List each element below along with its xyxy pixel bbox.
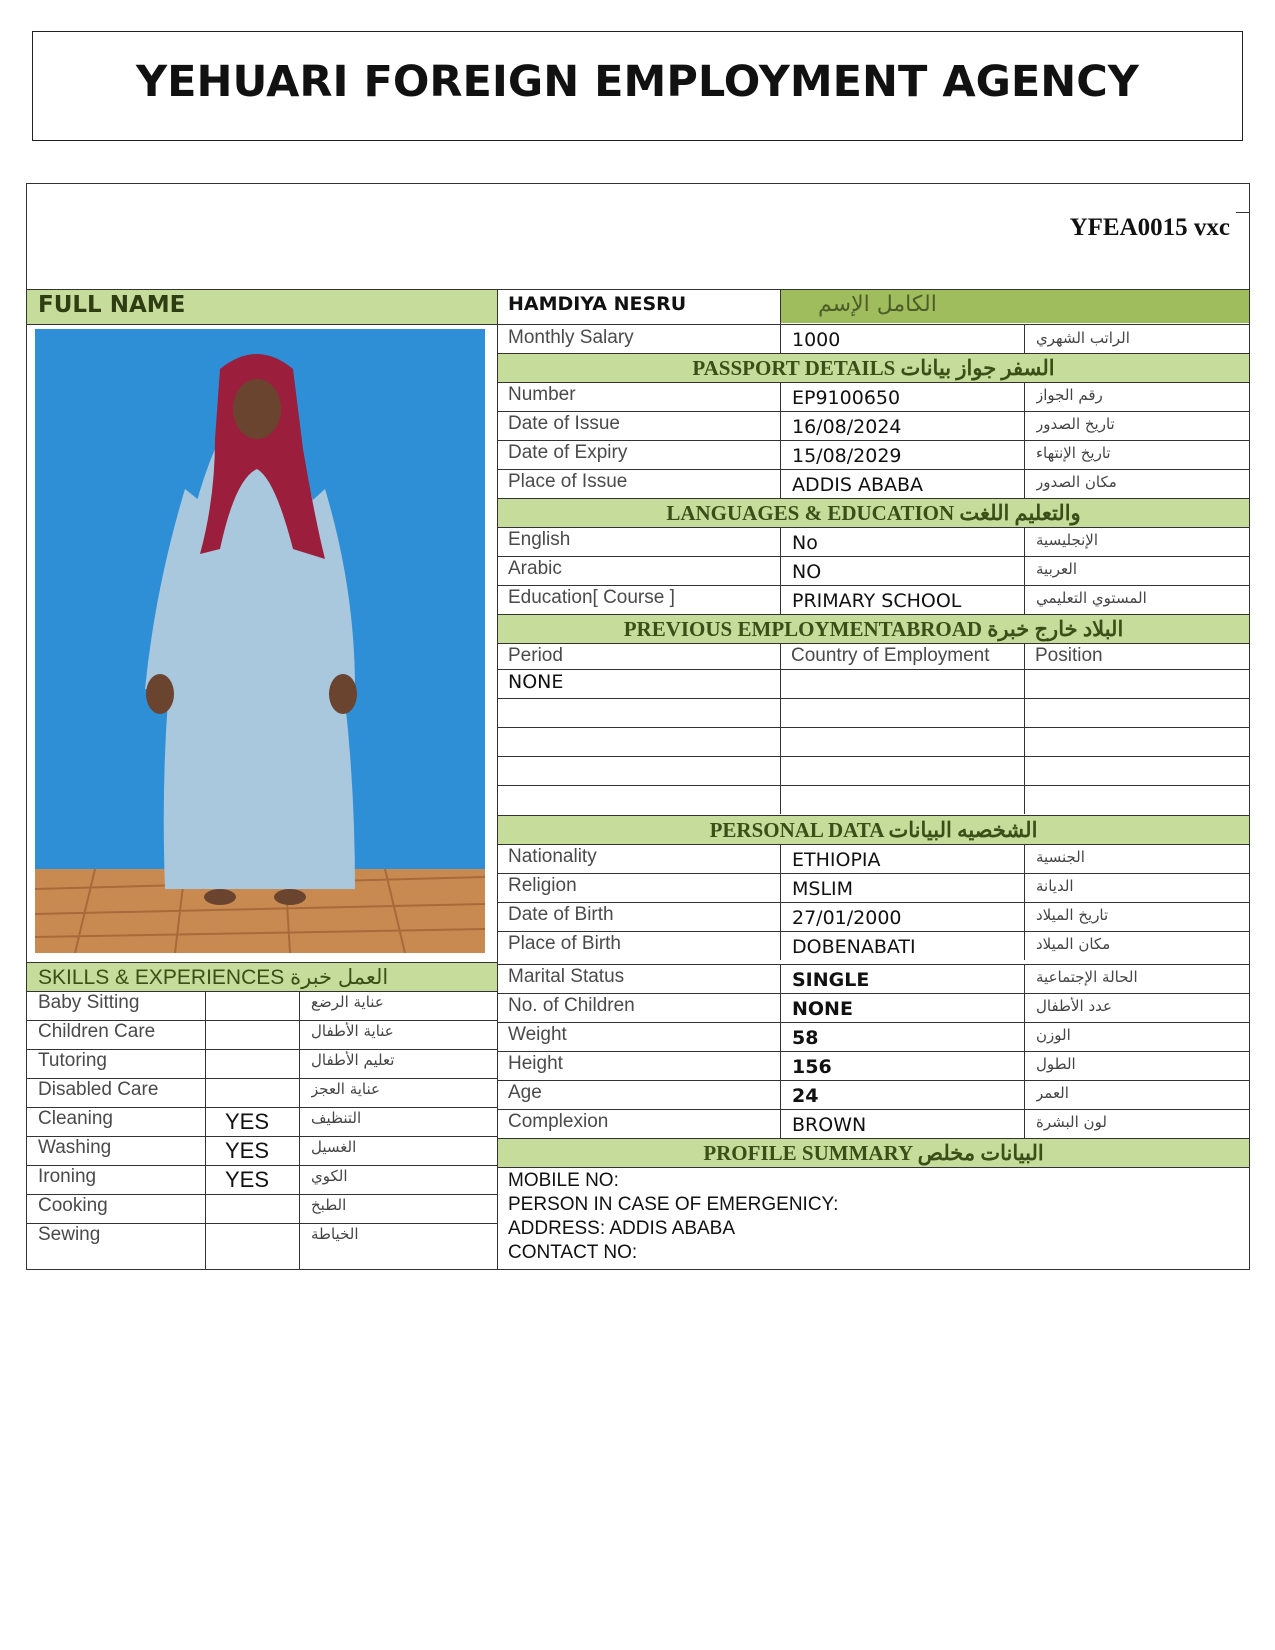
personal-section-title: PERSONAL DATA الشخصيه البيانات <box>709 818 1038 842</box>
personal-row-8-ar: العمر <box>1036 1084 1069 1102</box>
employment-cell-0-2 <box>1035 671 1270 697</box>
personal-row-5-label: No. of Children <box>508 995 635 1016</box>
grid-line <box>497 1080 1250 1081</box>
grid-line <box>780 993 781 1022</box>
skill-row-1-ar: عناية الأطفال <box>311 1022 394 1040</box>
passport-row-2-value: 15/08/2029 <box>792 445 902 467</box>
personal-row-7-label: Height <box>508 1053 563 1074</box>
profile-line-0: MOBILE NO: <box>508 1170 619 1191</box>
skill-row-7-label: Cooking <box>38 1195 108 1216</box>
grid-line <box>1024 440 1025 469</box>
grid-line <box>205 1107 206 1136</box>
personal-row-1-ar: الديانة <box>1036 877 1074 895</box>
employment-cell-1-1 <box>791 700 1026 726</box>
grid-line <box>497 873 1250 874</box>
grid-line <box>497 440 1250 441</box>
grid-line <box>299 1223 300 1270</box>
personal-row-9-ar: لون البشرة <box>1036 1113 1107 1131</box>
grid-line <box>205 1078 206 1107</box>
grid-line <box>497 643 1250 644</box>
personal-row-1-label: Religion <box>508 875 577 896</box>
grid-line <box>1024 844 1025 873</box>
skill-row-3-ar: عناية العجز <box>311 1080 380 1098</box>
grid-line <box>1024 1051 1025 1080</box>
profile-line-3: CONTACT NO: <box>508 1242 638 1263</box>
passport-row-1-value: 16/08/2024 <box>792 416 902 438</box>
grid-line <box>205 1049 206 1078</box>
grid-line <box>1024 643 1025 672</box>
grid-line <box>1024 1109 1025 1138</box>
languages-row-2-value: PRIMARY SCHOOL <box>792 590 962 612</box>
grid-line <box>780 1109 781 1138</box>
personal-row-4-value: SINGLE <box>792 969 870 991</box>
employment-cell-4-0 <box>508 787 743 813</box>
passport-row-1-ar: تاريخ الصدور <box>1036 415 1115 433</box>
employment-cell-4-1 <box>791 787 1026 813</box>
personal-row-0-value: ETHIOPIA <box>792 849 881 871</box>
grid-line <box>497 411 1250 412</box>
grid-line <box>497 669 1250 670</box>
employment-cell-0-0: NONE <box>508 671 564 693</box>
grid-line <box>497 1022 1250 1023</box>
passport-row-0-label: Number <box>508 384 576 405</box>
grid-line <box>780 382 781 411</box>
grid-line <box>780 669 781 698</box>
grid-line <box>780 643 781 672</box>
grid-line <box>497 931 1250 932</box>
skill-row-2-ar: تعليم الأطفال <box>311 1051 395 1069</box>
languages-row-2-ar: المستوي التعليمي <box>1036 589 1147 607</box>
grid-line <box>1024 964 1025 993</box>
passport-row-2-ar: تاريخ الإنتهاء <box>1036 444 1111 462</box>
employment-cell-0-1 <box>791 671 1026 697</box>
salary-ar: الراتب الشهري <box>1036 329 1130 347</box>
grid-line <box>299 1136 300 1165</box>
employment-section-title: PREVIOUS EMPLOYMENTABROAD البلاد خارج خبرة <box>623 617 1124 641</box>
employment-header-1: Country of Employment <box>791 645 990 666</box>
grid-line <box>1024 756 1025 785</box>
employment-cell-4-2 <box>1035 787 1270 813</box>
employment-header-2: Position <box>1035 645 1103 666</box>
grid-line <box>780 785 781 814</box>
grid-line <box>780 527 781 556</box>
grid-line <box>497 756 1250 757</box>
employment-cell-1-2 <box>1035 700 1270 726</box>
personal-row-6-label: Weight <box>508 1024 567 1045</box>
skill-row-8-value <box>225 1225 295 1251</box>
personal-row-3-label: Place of Birth <box>508 933 621 954</box>
grid-line <box>780 964 781 993</box>
skill-row-8-label: Sewing <box>38 1224 101 1245</box>
skill-row-3-value <box>225 1080 295 1106</box>
grid-line <box>26 324 1250 325</box>
skill-row-7-value <box>225 1196 295 1222</box>
passport-row-0-value: EP9100650 <box>792 387 901 409</box>
applicant-photo-icon <box>35 329 485 953</box>
grid-line <box>1024 411 1025 440</box>
grid-line <box>1024 902 1025 931</box>
employment-cell-3-0 <box>508 758 743 784</box>
personal-row-6-value: 58 <box>792 1027 819 1049</box>
full-name-ar: الكامل الإسم <box>818 292 937 317</box>
profile-section-title: PROFILE SUMMARY البيانات مخلص <box>703 1141 1044 1165</box>
skill-row-5-value: YES <box>225 1138 270 1163</box>
grid-line <box>780 727 781 756</box>
reference-code: YFEA0015 vxc <box>1069 214 1230 241</box>
grid-line <box>205 991 206 1020</box>
languages-row-2-label: Education[ Course ] <box>508 587 675 608</box>
grid-line <box>780 585 781 614</box>
grid-line <box>497 556 1250 557</box>
grid-line <box>1024 1022 1025 1051</box>
personal-row-4-ar: الحالة الإجتماعية <box>1036 968 1138 986</box>
grid-line <box>299 1049 300 1078</box>
grid-line <box>780 1051 781 1080</box>
personal-row-6-ar: الوزن <box>1036 1026 1071 1044</box>
languages-row-0-value: No <box>792 532 818 554</box>
grid-line <box>299 1194 300 1223</box>
employment-cell-3-1 <box>791 758 1026 784</box>
grid-line <box>299 991 300 1020</box>
grid-line <box>1024 382 1025 411</box>
grid-line <box>497 993 1250 994</box>
skill-row-5-ar: الغسيل <box>311 1138 357 1156</box>
grid-line <box>205 1223 206 1270</box>
grid-line <box>205 1136 206 1165</box>
passport-row-0-ar: رقم الجواز <box>1036 386 1103 404</box>
skill-row-4-ar: التنظيف <box>311 1109 362 1127</box>
grid-line <box>780 902 781 931</box>
grid-line <box>497 698 1250 699</box>
skill-row-1-value <box>225 1022 295 1048</box>
grid-line <box>497 469 1250 470</box>
personal-row-5-ar: عدد الأطفال <box>1036 997 1112 1015</box>
grid-line <box>497 844 1250 845</box>
languages-row-0-label: English <box>508 529 571 550</box>
grid-line <box>780 440 781 469</box>
grid-line <box>1024 993 1025 1022</box>
employment-cell-2-0 <box>508 729 743 755</box>
grid-line <box>1024 324 1025 353</box>
skill-row-7-ar: الطبخ <box>311 1196 347 1214</box>
personal-row-8-label: Age <box>508 1082 542 1103</box>
grid-line <box>299 1020 300 1049</box>
corner-mark <box>1236 212 1250 213</box>
grid-line <box>1024 785 1025 814</box>
languages-row-1-label: Arabic <box>508 558 562 579</box>
grid-line <box>497 727 1250 728</box>
grid-line <box>780 324 781 353</box>
personal-row-8-value: 24 <box>792 1085 819 1107</box>
grid-line <box>780 289 781 324</box>
passport-row-1-label: Date of Issue <box>508 413 620 434</box>
passport-section-title: PASSPORT DETAILS السفر جواز بيانات <box>692 356 1055 380</box>
skill-row-6-value: YES <box>225 1167 270 1192</box>
grid-line <box>1024 585 1025 614</box>
personal-row-7-ar: الطول <box>1036 1055 1076 1073</box>
languages-row-1-ar: العربية <box>1036 560 1077 578</box>
skill-row-0-ar: عناية الرضع <box>311 993 384 1011</box>
grid-line <box>780 469 781 498</box>
skill-row-4-label: Cleaning <box>38 1108 113 1129</box>
grid-line <box>780 844 781 873</box>
personal-row-0-label: Nationality <box>508 846 597 867</box>
skill-row-3-label: Disabled Care <box>38 1079 159 1100</box>
skill-row-5-label: Washing <box>38 1137 112 1158</box>
grid-line <box>780 873 781 902</box>
personal-row-9-label: Complexion <box>508 1111 609 1132</box>
grid-line <box>1024 1080 1025 1109</box>
grid-line <box>497 585 1250 586</box>
grid-line <box>1024 669 1025 698</box>
employment-cell-1-0 <box>508 700 743 726</box>
grid-line <box>1024 698 1025 727</box>
skill-row-2-label: Tutoring <box>38 1050 107 1071</box>
grid-line <box>780 698 781 727</box>
grid-line <box>780 756 781 785</box>
grid-line <box>780 556 781 585</box>
languages-row-1-value: NO <box>792 561 822 583</box>
grid-line <box>497 527 1250 528</box>
skills-title: SKILLS & EXPERIENCES العمل خبرة <box>38 966 389 989</box>
applicant-photo-frame <box>35 329 485 953</box>
employment-cell-2-1 <box>791 729 1026 755</box>
skill-row-1-label: Children Care <box>38 1021 156 1042</box>
skill-row-2-value <box>225 1051 295 1077</box>
personal-row-2-label: Date of Birth <box>508 904 614 925</box>
grid-line <box>497 1109 1250 1110</box>
passport-row-3-value: ADDIS ABABA <box>792 474 924 496</box>
grid-line <box>780 1080 781 1109</box>
grid-line <box>1024 727 1025 756</box>
agency-header <box>32 31 1243 141</box>
grid-line <box>1024 873 1025 902</box>
grid-line <box>780 931 781 960</box>
personal-row-7-value: 156 <box>792 1056 832 1078</box>
passport-row-3-ar: مكان الصدور <box>1036 473 1117 491</box>
personal-row-3-value: DOBENABATI <box>792 936 916 958</box>
personal-row-1-value: MSLIM <box>792 878 854 900</box>
grid-line <box>1024 469 1025 498</box>
passport-row-3-label: Place of Issue <box>508 471 628 492</box>
full-name-label: FULL NAME <box>38 292 186 318</box>
skill-row-0-value <box>225 993 295 1019</box>
personal-row-5-value: NONE <box>792 998 853 1020</box>
employment-header-0: Period <box>508 645 563 666</box>
grid-line <box>497 964 1250 965</box>
languages-section-title: LANGUAGES & EDUCATION والتعليم اللغت <box>666 501 1081 525</box>
skill-row-6-label: Ironing <box>38 1166 97 1187</box>
personal-row-2-value: 27/01/2000 <box>792 907 902 929</box>
personal-row-3-ar: مكان الميلاد <box>1036 935 1111 953</box>
grid-line <box>497 785 1250 786</box>
grid-line <box>1024 527 1025 556</box>
personal-row-0-ar: الجنسية <box>1036 848 1085 866</box>
grid-line <box>780 1022 781 1051</box>
grid-line <box>299 1078 300 1107</box>
salary-value: 1000 <box>792 329 841 351</box>
skill-row-6-ar: الكوي <box>311 1167 348 1185</box>
employment-cell-3-2 <box>1035 758 1270 784</box>
grid-line <box>497 289 498 1270</box>
grid-line <box>1024 931 1025 960</box>
grid-line <box>497 1051 1250 1052</box>
full-name-value: HAMDIYA NESRU <box>508 293 687 315</box>
grid-line <box>299 1165 300 1194</box>
salary-label: Monthly Salary <box>508 327 634 348</box>
grid-line <box>205 1165 206 1194</box>
personal-row-4-label: Marital Status <box>508 966 625 987</box>
languages-row-0-ar: الإنجليسية <box>1036 531 1099 549</box>
grid-line <box>205 1020 206 1049</box>
grid-line <box>205 1194 206 1223</box>
profile-line-1: PERSON IN CASE OF EMERGENICY: <box>508 1194 839 1215</box>
personal-row-2-ar: تاريخ الميلاد <box>1036 906 1109 924</box>
skill-row-4-value: YES <box>225 1109 270 1134</box>
grid-line <box>497 902 1250 903</box>
grid-line <box>299 1107 300 1136</box>
grid-line <box>780 411 781 440</box>
grid-line <box>497 382 1250 383</box>
grid-line <box>1024 556 1025 585</box>
passport-row-2-label: Date of Expiry <box>508 442 628 463</box>
profile-line-2: ADDRESS: ADDIS ABABA <box>508 1218 736 1239</box>
employment-cell-2-2 <box>1035 729 1270 755</box>
skill-row-8-ar: الخياطة <box>311 1225 359 1243</box>
agency-title: YEHUARI FOREIGN EMPLOYMENT AGENCY <box>136 57 1139 107</box>
skill-row-0-label: Baby Sitting <box>38 992 140 1013</box>
personal-row-9-value: BROWN <box>792 1114 867 1136</box>
grid-line <box>497 1167 1250 1168</box>
